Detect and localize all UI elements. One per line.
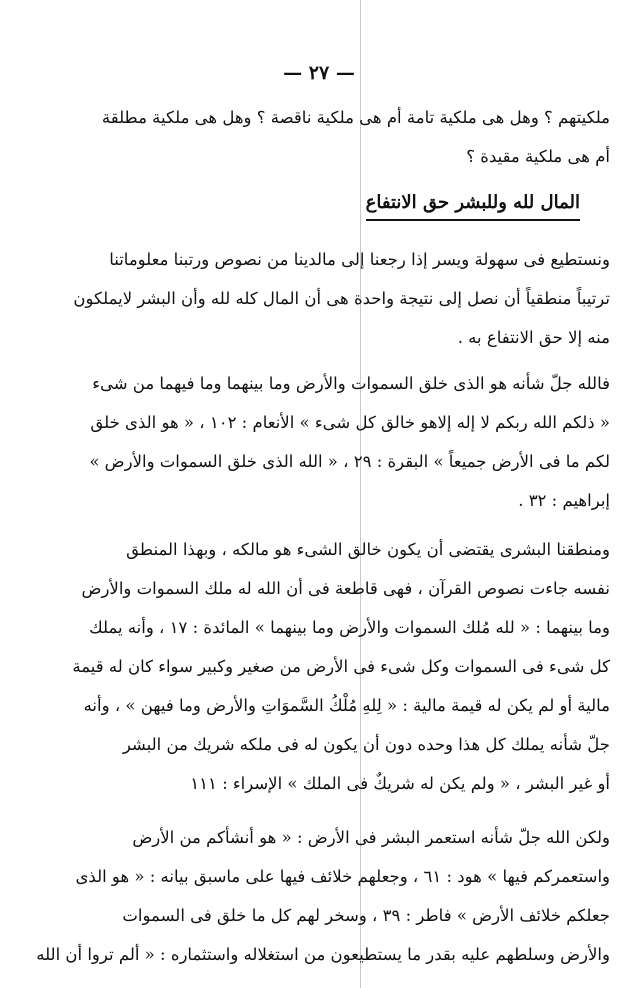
text-line: جلّ شأنه يملك كل هذا وحده دون أن يكون له فى ملكه شريك من البشر — [122, 735, 610, 754]
paragraph-2 — [28, 364, 610, 520]
intro-paragraph — [28, 98, 610, 176]
text-line: وما بينهما : « لله مُلك السموات والأرض وما بينهما » المائدة : ١٧ ، وأنه يملك — [89, 618, 610, 637]
paragraph-4 — [28, 818, 610, 974]
text-line: منه إلا حق الانتفاع به . — [457, 328, 610, 347]
text-line: أم هى ملكية مقيدة ؟ — [466, 147, 610, 166]
paragraph-1 — [28, 240, 610, 357]
text-line: ملكيتهم ؟ وهل هى ملكية تامة أم هى ملكية ناقصة ؟ وهل هى ملكية مطلقة — [101, 108, 610, 127]
text-line: جعلكم خلائف الأرض » فاطر : ٣٩ ، وسخر لهم كل ما خلق فى السموات — [122, 906, 610, 925]
text-line: نفسه جاءت نصوص القرآن ، فهى قاطعة فى أن الله له ملك السموات والأرض — [81, 579, 610, 598]
paragraph-3 — [28, 530, 610, 803]
text-line: ومنطقنا البشرى يقتضى أن يكون خالق الشىء هو مالكه ، وبهذا المنطق — [126, 540, 610, 559]
text-line: لكم ما فى الأرض جميعاً » البقرة : ٢٩ ، « الله الذى خلق السموات والأرض » — [89, 452, 610, 471]
text-line: فالله جلّ شأنه هو الذى خلق السموات والأرض وما بينهما وما فيهما من شىء — [92, 374, 610, 393]
page-number: — ٢٧ — — [283, 62, 355, 84]
text-line: إبراهيم : ٣٢ . — [518, 491, 610, 510]
text-line: ولكن الله جلّ شأنه استعمر البشر فى الأرض : « هو أنشأكم من الأرض — [132, 828, 610, 847]
text-line: ونستطيع فى سهولة ويسر إذا رجعنا إلى مالدينا من نصوص ورتبنا معلوماتنا — [109, 250, 610, 269]
text-line: « ذلكم الله ربكم لا إله إلاهو خالق كل شىء » الأنعام : ١٠٢ ، « هو الذى خلق — [90, 413, 610, 432]
text-line: مالية أو لم يكن له قيمة مالية : « لِلهِ مُلْكُ السَّموَاتِ والأرض وما فيهن » ، وأنه — [83, 696, 610, 715]
text-line: واستعمركم فيها » هود : ٦١ ، وجعلهم خلائف فيها على ماسبق بيانه : « هو الذى — [75, 867, 610, 886]
section-heading: المال لله وللبشر حق الانتفاع — [366, 192, 580, 221]
text-line: أو غير البشر ، « ولم يكن له شريكٌ فى الملك » الإسراء : ١١١ — [190, 774, 610, 793]
text-line: كل شىء فى السموات وكل شىء فى الأرض من صغير وكبير سواء كان له قيمة — [72, 657, 610, 676]
text-line: والأرض وسلطهم عليه بقدر ما يستطيعون من استغلاله واستثماره : « ألم تروا أن الله — [36, 945, 610, 964]
text-line: ترتيباً منطقياً أن نصل إلى نتيجة واحدة هى أن المال كله لله وأن البشر لايملكون — [73, 289, 610, 308]
